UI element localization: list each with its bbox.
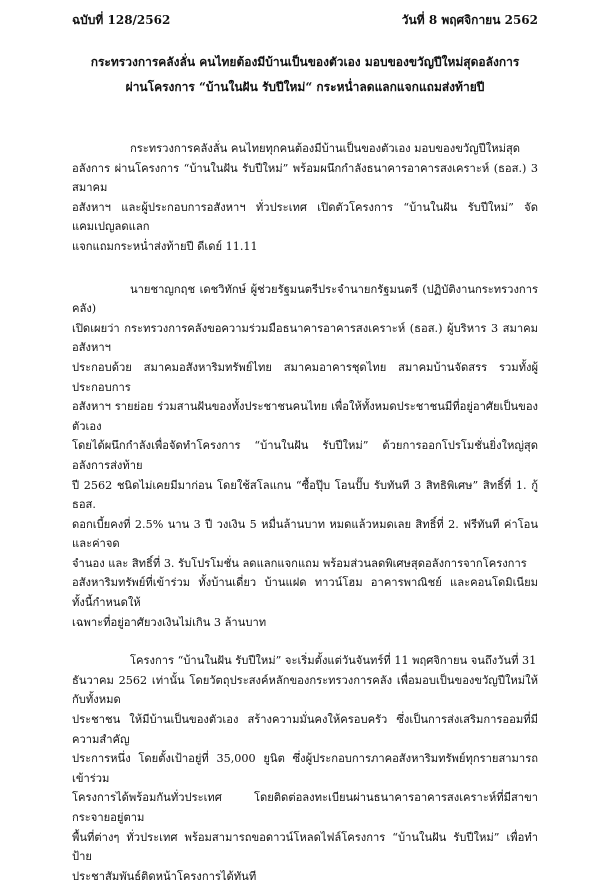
title-line: กระทรวงการคลังลั่น คนไทยต้องมีบ้านเป็นของตัวเอง มอบของขวัญปีใหม่สุดอลังการ xyxy=(90,55,520,69)
paragraph-line: โครงการ “บ้านในฝัน รับปีใหม่” จะเริ่มตั้งแต่วันจันทร์ที่ 11 พฤศจิกายน จนถึงวันที่ 31 xyxy=(130,654,537,668)
paragraph-line: กระทรวงการคลังลั่น คนไทยทุกคนต้องมีบ้านเป็นของตัวเอง มอบของขวัญปีใหม่สุด xyxy=(130,142,521,155)
paragraph-line: โดยได้ผนึกกำลังเพื่อจัดทำโครงการ “บ้านในฝัน รับปีใหม่” ด้วยการออกโปรโมชั่นยิ่งใหญ่สุดอลังการส่งท้าย xyxy=(72,439,538,472)
paragraph-line: เฉพาะที่อยู่อาศัยวงเงินไม่เกิน 3 ล้านบาท xyxy=(72,615,267,629)
paragraph-line: ดอกเบี้ยคงที่ 2.5% นาน 3 ปี วงเงิน 5 หมื่นล้านบาท หมดแล้วหมดเลย สิทธิ์ที่ 2. ฟรีทันที ค่าโอนและค่าจด xyxy=(72,517,538,551)
paragraph-line: อลังการ ผ่านโครงการ “บ้านในฝัน รับปีใหม่” พร้อมผนึกกำลังธนาคารอาคารสงเคราะห์ (ธอส.) 3 สมาคม xyxy=(72,161,538,195)
paragraph-line: ประชาสัมพันธ์ติดหน้าโครงการได้ทันที xyxy=(72,869,257,883)
paragraph-line: โครงการได้พร้อมกันทั่วประเทศ โดยติดต่อลงทะเบียนผ่านธนาคารอาคารสงเคราะห์ที่มีสาขากระจายอยู่ตาม xyxy=(72,791,538,824)
body-paragraph xyxy=(72,651,538,886)
paragraph-line: เปิดเผยว่า กระทรวงการคลังขอความร่วมมือธนาคารอาคารสงเคราะห์ (ธอส.) ผู้บริหาร 3 สมาคมอสังหาฯ xyxy=(72,321,538,355)
document-number: ฉบับที่ 128/2562 xyxy=(72,13,171,27)
press-release-title xyxy=(72,50,538,100)
document-date: วันที่ 8 พฤศจิกายน 2562 xyxy=(401,13,538,27)
paragraph-line: ประชาชน ให้มีบ้านเป็นของตัวเอง สร้างความมั่นคงให้ครอบครัว ซึ่งเป็นการส่งเสริมการออมที่มีความสำคัญ xyxy=(72,713,538,746)
paragraph-line: ประกอบด้วย สมาคมอสังหาริมทรัพย์ไทย สมาคมอาคารชุดไทย สมาคมบ้านจัดสรร รวมทั้งผู้ประกอบการ xyxy=(72,360,538,394)
paragraph-line: ปี 2562 ชนิดไม่เคยมีมาก่อน โดยใช้สโลแกน “ซื้อปุ๊บ โอนปั๊บ รับทันที 3 สิทธิพิเศษ” สิทธิ์ที่ 1. กู้ ธอส. xyxy=(72,478,538,512)
paragraph-line: ธันวาคม 2562 เท่านั้น โดยวัตถุประสงค์หลักของกระทรวงการคลัง เพื่อมอบเป็นของขวัญปีใหม่ให้กับทั้งหมด xyxy=(72,673,538,707)
paragraph-line: อสังหาฯ รายย่อย ร่วมสานฝันของทั้งประชาชนคนไทย เพื่อให้ทั้งหมดประชาชนมีที่อยู่อาศัยเป็นของตัวเอง xyxy=(72,400,538,433)
body-paragraph xyxy=(72,139,538,257)
paragraph-line: อสังหาฯ และผู้ประกอบการอสังหาฯ ทั่วประเทศ เปิดตัวโครงการ “บ้านในฝัน รับปีใหม่” จัดแคมเปญลดแลก xyxy=(72,200,538,234)
paragraph-line: แจกแถมกระหน่ำส่งท้ายปี ดีเดย์ 11.11 xyxy=(72,239,258,253)
paragraph-line: นายชาญกฤช เดชวิทักษ์ ผู้ช่วยรัฐมนตรีประจำนายกรัฐมนตรี (ปฏิบัติงานกระทรวงการคลัง) xyxy=(72,282,538,316)
paragraph-line: อสังหาริมทรัพย์ที่เข้าร่วม ทั้งบ้านเดี่ยว บ้านแฝด ทาวน์โฮม อาคารพาณิชย์ และคอนโดมิเนียม ทั้งนี้กำหนดให้ xyxy=(72,576,538,610)
document-header xyxy=(72,12,538,28)
body-paragraph xyxy=(72,280,538,633)
paragraph-line: ประการหนึ่ง โดยตั้งเป้าอยู่ที่ 35,000 ยูนิต ซึ่งผู้ประกอบการภาคอสังหาริมทรัพย์ทุกรายสามารถเข้าร่วม xyxy=(72,752,538,785)
paragraph-line: จำนอง และ สิทธิ์ที่ 3. รับโปรโมชั่น ลดแลกแจกแถม พร้อมส่วนลดพิเศษสุดอลังการจากโครงการ xyxy=(72,556,527,570)
title-line: ผ่านโครงการ “บ้านในฝัน รับปีใหม่“ กระหน่ำลดแลกแจกแถมส่งท้ายปี xyxy=(125,80,485,94)
paragraph-line: พื้นที่ต่างๆ ทั่วประเทศ พร้อมสามารถขอดาวน์โหลดไฟล์โครงการ “บ้านในฝัน รับปีใหม่” เพื่อทำป้าย xyxy=(72,830,538,864)
